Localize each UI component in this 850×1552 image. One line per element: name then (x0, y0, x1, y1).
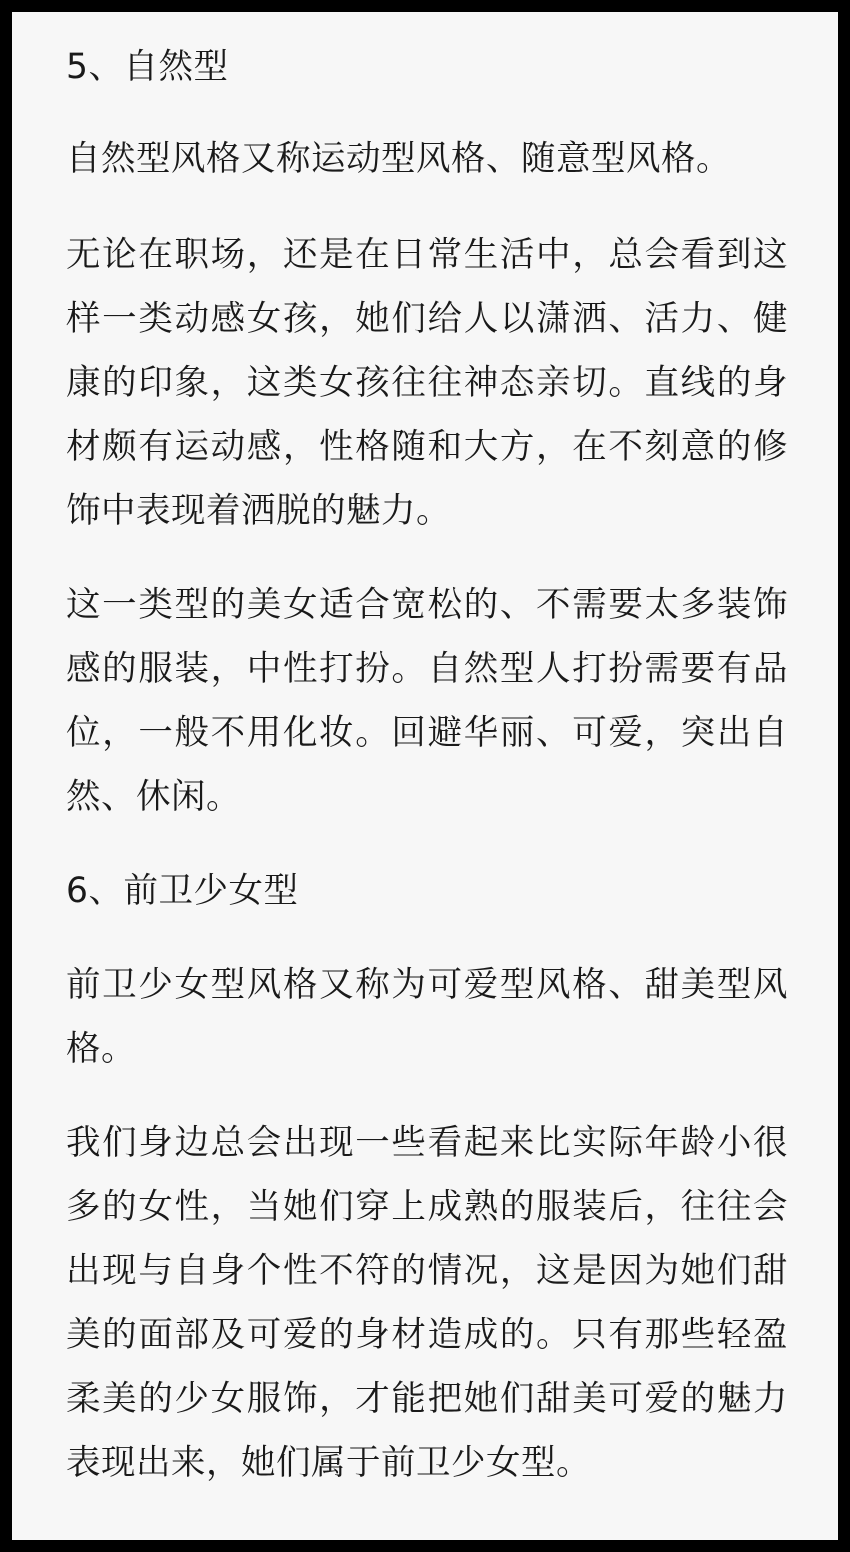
article-frame (12, 12, 838, 1540)
paragraph-avant-garde-definition: 前卫少女型风格又称为可爱型风格、甜美型风格。 (66, 965, 788, 1069)
paragraph-avant-garde-description: 我们身边总会出现一些看起来比实际年龄小很多的女性，当她们穿上成熟的服装后，往往会出现与自身个性不符的情况，这是因为她们甜美的面部及可爱的身材造成的。只有那些轻盈柔美的少女服饰，才能把她们甜美可爱的魅力表现出来，她们属于前卫少女型。 (66, 1123, 788, 1483)
paragraph-natural-advice: 这一类型的美女适合宽松的、不需要太多装饰感的服装，中性打扮。自然型人打扮需要有品位，一般不用化妆。回避华丽、可爱，突出自然、休闲。 (66, 585, 788, 817)
section-heading-avant-garde-girl: 6、前卫少女型 (66, 871, 299, 911)
paragraph-natural-description: 无论在职场，还是在日常生活中，总会看到这样一类动感女孩，她们给人以潇洒、活力、健康的印象，这类女孩往往神态亲切。直线的身材颇有运动感，性格随和大方，在不刻意的修饰中表现着洒脱的魅力。 (66, 235, 788, 531)
paragraph-natural-definition: 自然型风格又称运动型风格、随意型风格。 (66, 139, 731, 179)
section-heading-natural: 5、自然型 (66, 47, 229, 87)
